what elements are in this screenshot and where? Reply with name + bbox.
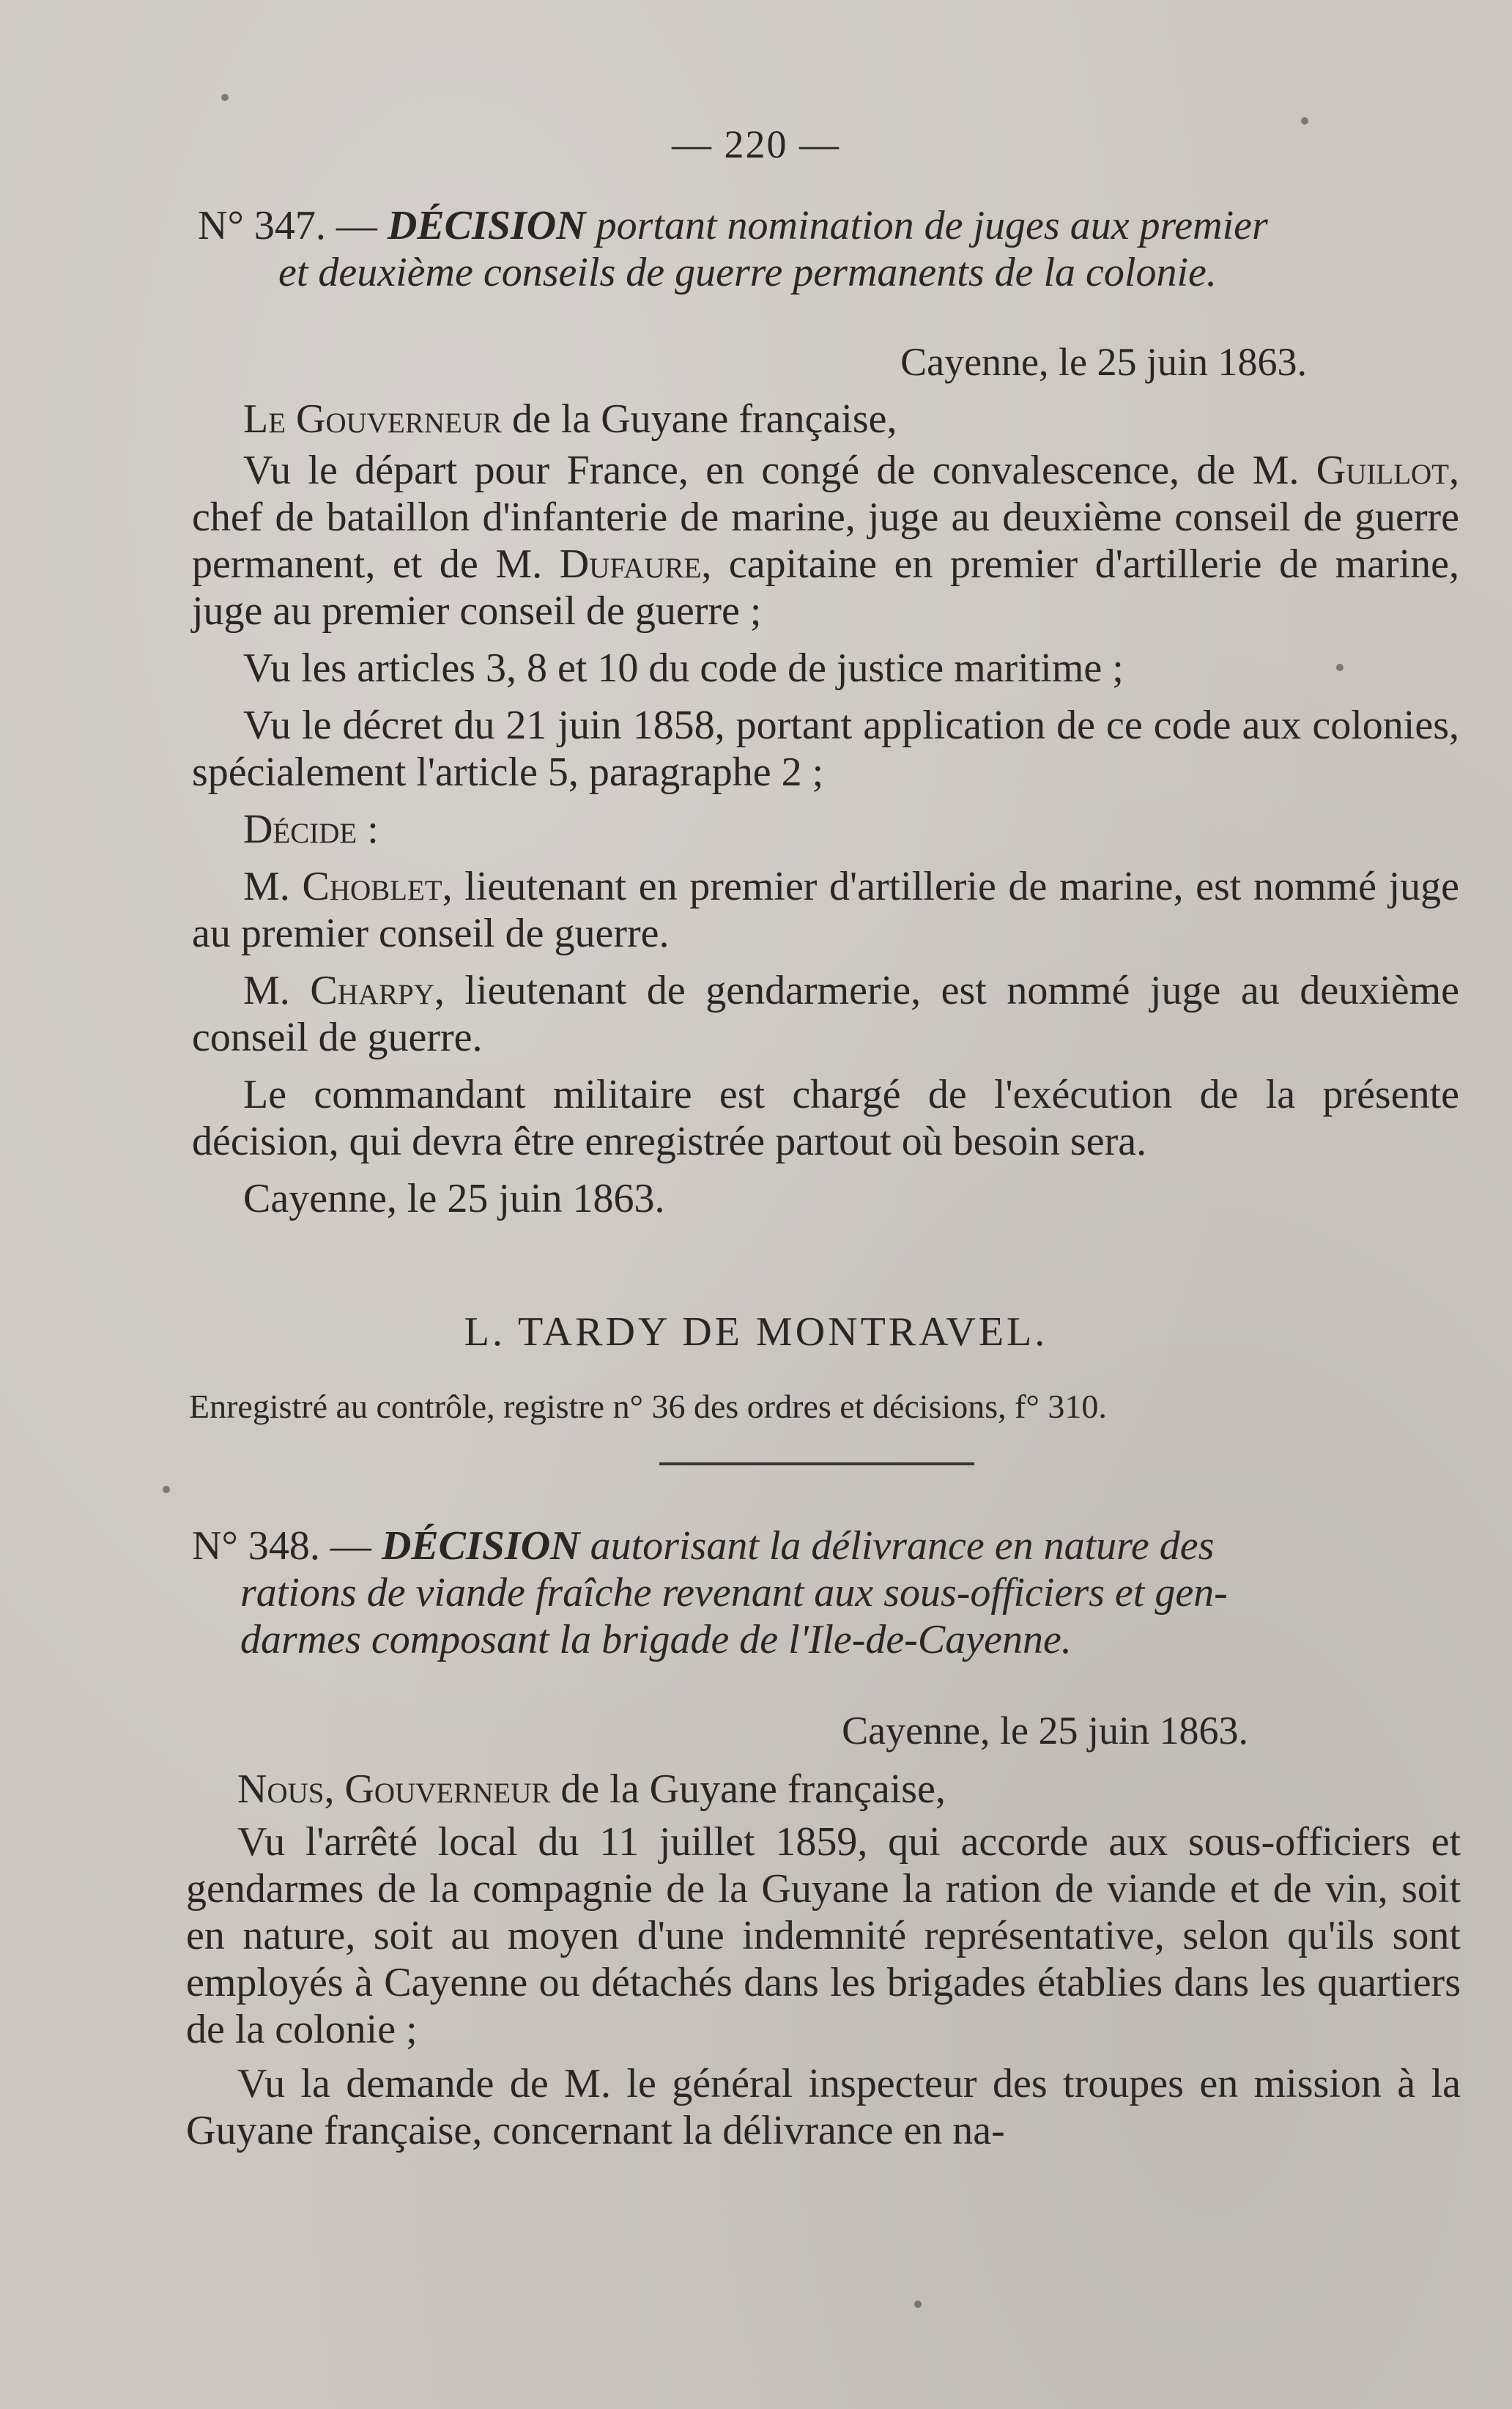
considerant-paragraph: Vu le décret du 21 juin 1858, portant application de ce code aux colonies, spécialement l'article 5, paragraphe 2 ; (192, 703, 1459, 795)
governor-title: Gouverneur (344, 1766, 551, 1812)
article-paragraph (192, 863, 1459, 957)
person-name: Choblet (302, 864, 442, 909)
decision-347-title (198, 202, 1465, 296)
text-run: M. (243, 968, 290, 1013)
signature: L. TARDY DE MONTRAVEL. (464, 1309, 1048, 1355)
text-run: , lieutenant en premier d'artillerie de marine, est nommé juge au premier conseil de guerre. (192, 864, 1460, 956)
intro-text: de la Guyane française, (511, 396, 897, 442)
decision-347-body (192, 396, 1459, 1222)
intro-text: de la Guyane française, (560, 1766, 946, 1812)
person-name: Guillot (1316, 448, 1450, 493)
text-run: Vu le départ pour France, en congé de convalescence, de M. (243, 448, 1300, 493)
considerant-paragraph: Vu l'arrêté local du 11 juillet 1859, qui accorde aux sous-officiers et gendarmes de la compagnie de la Guyane la ration de viande et de vin, soit en nature, soit au moyen d'une indemnité représentative, selon qu'ils sont employés à Cayenne ou détachés dans les brigades établies dans les quartiers de la colonie ; (186, 1819, 1461, 2052)
text-run: M. (243, 864, 290, 909)
title-text: autorisant la délivrance en nature des (590, 1523, 1215, 1569)
text-run: Nous, (237, 1766, 335, 1812)
text-run: , lieutenant de gendarmerie, est nommé juge au deuxième conseil de guerre. (192, 968, 1460, 1060)
person-name: Dufaure (559, 541, 702, 587)
article-paragraph (192, 967, 1459, 1061)
title-text-line2: rations de viande fraîche revenant aux sous-officiers et gen- (240, 1570, 1228, 1616)
title-text-line2: et deuxième conseils de guerre permanents de la colonie. (278, 250, 1217, 295)
place-date: Cayenne, le 25 juin 1863. (842, 1709, 1248, 1753)
place-date: Cayenne, le 25 juin 1863. (900, 340, 1307, 384)
intro-paragraph (192, 396, 1459, 443)
decision-number: N° 347. — (198, 203, 377, 248)
page-number: — 220 — (672, 122, 840, 166)
title-text: portant nomination de juges aux premier (596, 203, 1268, 248)
ink-speck (914, 2301, 922, 2308)
considerant-paragraph (192, 447, 1459, 634)
text-run: , capitaine en premier d'artillerie de marine, juge au premier conseil de guerre ; (192, 541, 1459, 634)
decide-heading: Décide : (243, 807, 379, 852)
considerant-paragraph: Vu la demande de M. le général inspecteur des troupes en mission à la Guyane française, concernant la délivrance en na- (186, 2061, 1461, 2153)
ink-speck (163, 1486, 170, 1493)
intro-paragraph (186, 1766, 1461, 1813)
decision-348-body (186, 1766, 1461, 2154)
governor-title: Le Gouverneur (243, 396, 502, 442)
section-divider (659, 1462, 974, 1465)
title-text-line3: darmes composant la brigade de l'Ile-de-Cayenne. (240, 1617, 1072, 1662)
ink-speck (221, 94, 229, 101)
closing-date: Cayenne, le 25 juin 1863. (243, 1176, 665, 1221)
person-name: Charpy (310, 968, 434, 1013)
decision-keyword: DÉCISION (387, 203, 586, 248)
decision-keyword: DÉCISION (381, 1523, 580, 1569)
text-run: , chef de bataillon d'infanterie de marine, juge au deuxième conseil de guerre permanent, et de M. (192, 448, 1460, 587)
decision-number: N° 348. — (192, 1523, 371, 1569)
registration-note: Enregistré au contrôle, registre n° 36 des ordres et décisions, f° 310. (189, 1388, 1107, 1425)
considerant-paragraph: Vu les articles 3, 8 et 10 du code de justice maritime ; (243, 645, 1124, 691)
decision-348-title (192, 1522, 1459, 1663)
article-paragraph: Le commandant militaire est chargé de l'exécution de la présente décision, qui devra être enregistrée partout où besoin sera. (192, 1072, 1459, 1164)
